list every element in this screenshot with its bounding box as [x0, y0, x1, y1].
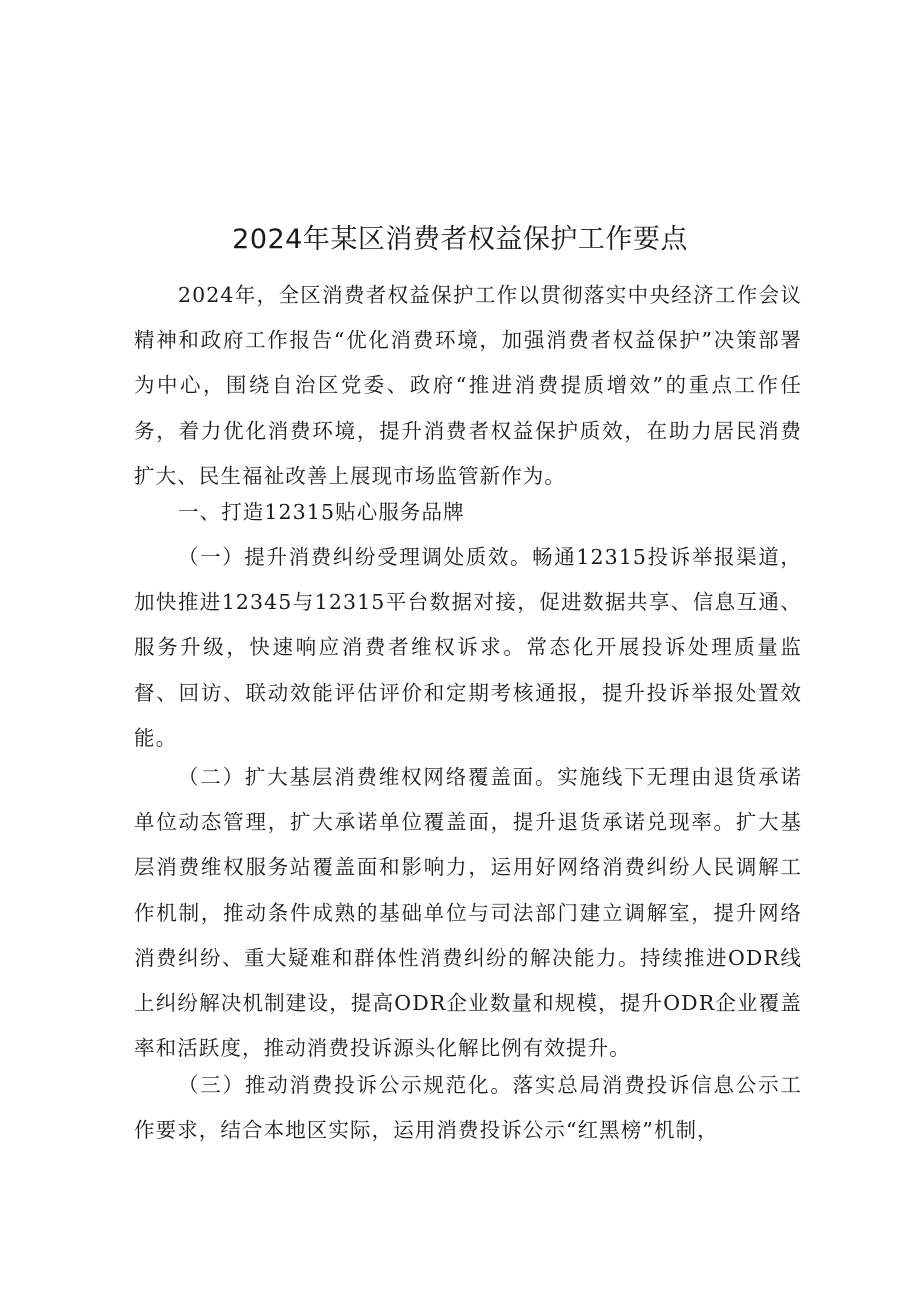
item-paragraph-3: （三）推动消费投诉公示规范化。落实总局消费投诉信息公示工作要求，结合本地区实际，运用消费投诉公示“红黑榜”机制，: [134, 1073, 802, 1143]
section-heading-1: 一、打造12315贴心服务品牌: [178, 500, 465, 524]
item-paragraph-1: （一）提升消费纠纷受理调处质效。畅通12315投诉举报渠道，加快推进12345与12315平台数据对接，促进数据共享、信息互通、服务升级，快速响应消费者维权诉求。常态化开展投诉处理质量监督、回访、联动效能评估评价和定期考核通报，提升投诉举报处置效能。: [134, 545, 802, 750]
document-title: 2024年某区消费者权益保护工作要点: [232, 224, 688, 255]
intro-paragraph: 2024年，全区消费者权益保护工作以贯彻落实中央经济工作会议精神和政府工作报告“优化消费环境，加强消费者权益保护”决策部署为中心，围绕自治区党委、政府“推进消费提质增效”的重点工作任务，着力优化消费环境，提升消费者权益保护质效，在助力居民消费扩大、民生福祉改善上展现市场监管新作为。: [134, 283, 802, 488]
item-paragraph-2: （二）扩大基层消费维权网络覆盖面。实施线下无理由退货承诺单位动态管理，扩大承诺单位覆盖面，提升退货承诺兑现率。扩大基层消费维权服务站覆盖面和影响力，运用好网络消费纠纷人民调解工作机制，推动条件成熟的基础单位与司法部门建立调解室，提升网络消费纠纷、重大疑难和群体性消费纠纷的解决能力。持续推进ODR线上纠纷解决机制建设，提高ODR企业数量和规模，提升ODR企业覆盖率和活跃度，推动消费投诉源头化解比例有效提升。: [134, 765, 802, 1061]
